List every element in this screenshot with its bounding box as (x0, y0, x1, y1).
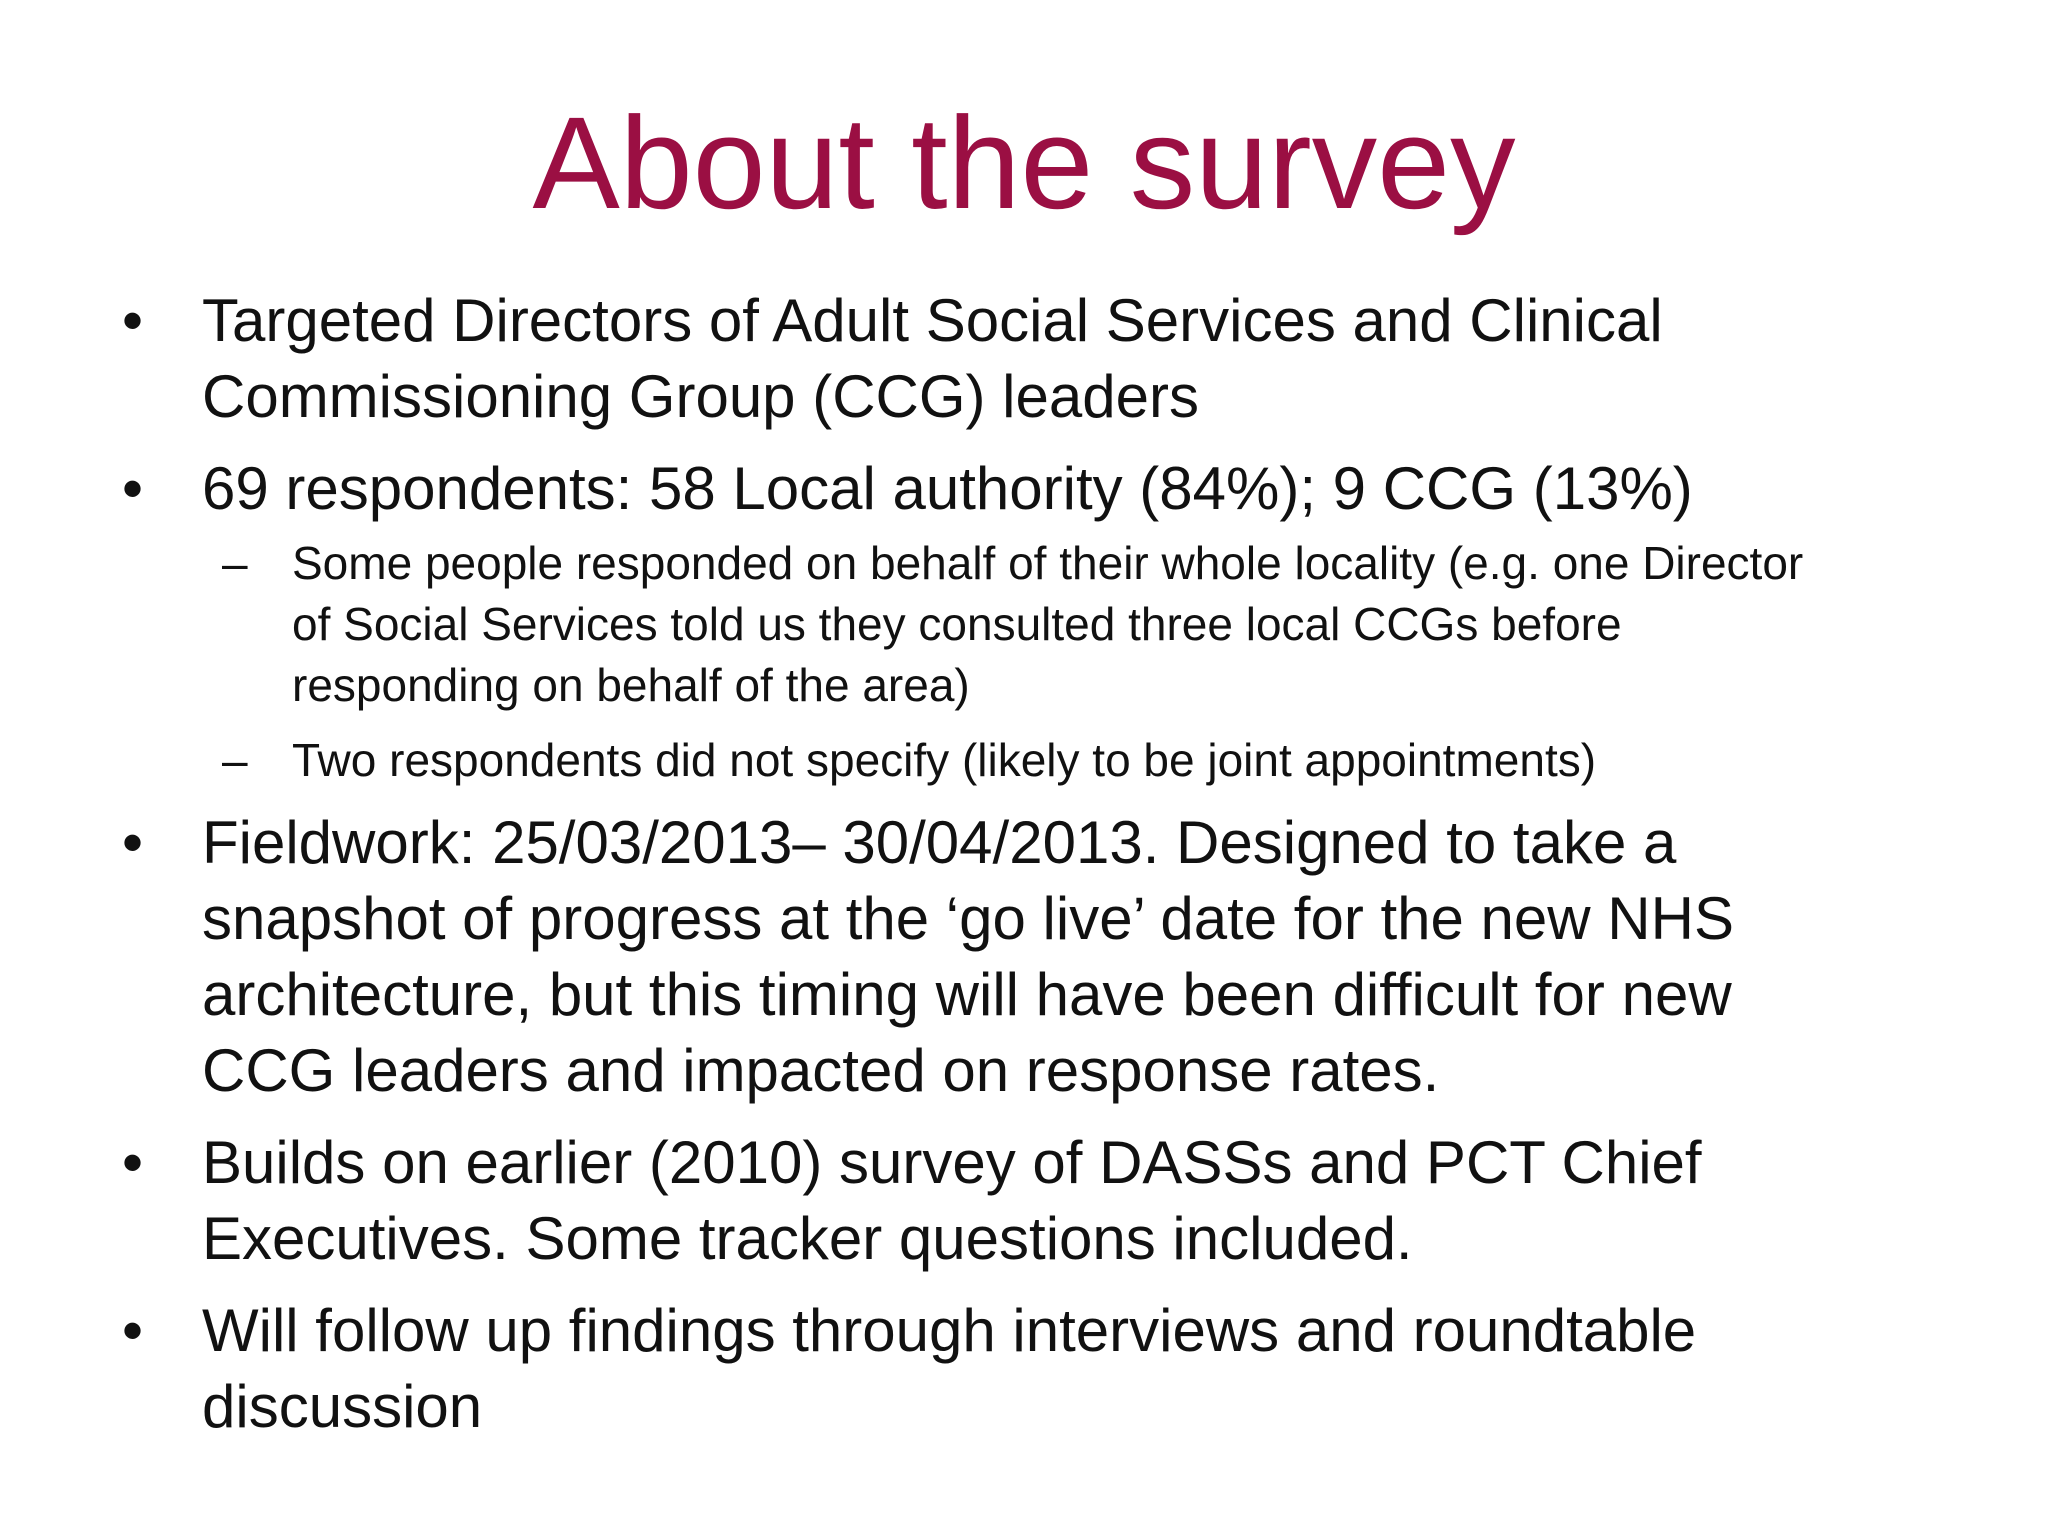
sub-bullet-text: Two respondents did not specify (likely to be joint appointments) (292, 734, 1597, 786)
bullet-icon: • (122, 287, 144, 354)
slide-title: About the survey (532, 89, 1516, 236)
bullet-item-target-audience (0, 283, 1842, 435)
bullet-text: Builds on earlier (2010) survey of DASSs and PCT Chief Executives. Some tracker questions included. (202, 1129, 1702, 1272)
sub-bullet-list (202, 533, 1842, 791)
dash-icon: – (222, 734, 248, 786)
bullet-icon: • (122, 1297, 144, 1364)
bullet-text: 69 respondents: 58 Local authority (84%); 9 CCG (13%) (202, 455, 1693, 522)
sub-bullet-item-locality (200, 533, 1852, 716)
bullet-item-earlier-survey (0, 1125, 1842, 1277)
bullet-text: Targeted Directors of Adult Social Services and Clinical Commissioning Group (CCG) leaders (202, 287, 1663, 430)
bullet-text: Will follow up findings through interviews and roundtable discussion (202, 1297, 1697, 1440)
dash-icon: – (222, 537, 248, 589)
bullet-icon: • (122, 809, 144, 876)
bullet-item-follow-up (0, 1293, 1842, 1445)
bullet-item-respondents (0, 451, 1842, 791)
bullet-item-fieldwork (0, 805, 1842, 1109)
sub-bullet-text: Some people responded on behalf of their whole locality (e.g. one Director of Social Services told us they consulted three local CCGs before responding on behalf of the area) (292, 537, 1804, 711)
bullet-text: Fieldwork: 25/03/2013– 30/04/2013. Designed to take a snapshot of progress at the ‘go live’ date for the new NHS architecture, but this timing will have been difficult for new CCG leaders and impacted on response rates. (202, 809, 1734, 1104)
bullet-list (0, 283, 2048, 1461)
sub-bullet-item-unspecified (200, 730, 1852, 791)
bullet-icon: • (122, 1129, 144, 1196)
bullet-icon: • (122, 455, 144, 522)
